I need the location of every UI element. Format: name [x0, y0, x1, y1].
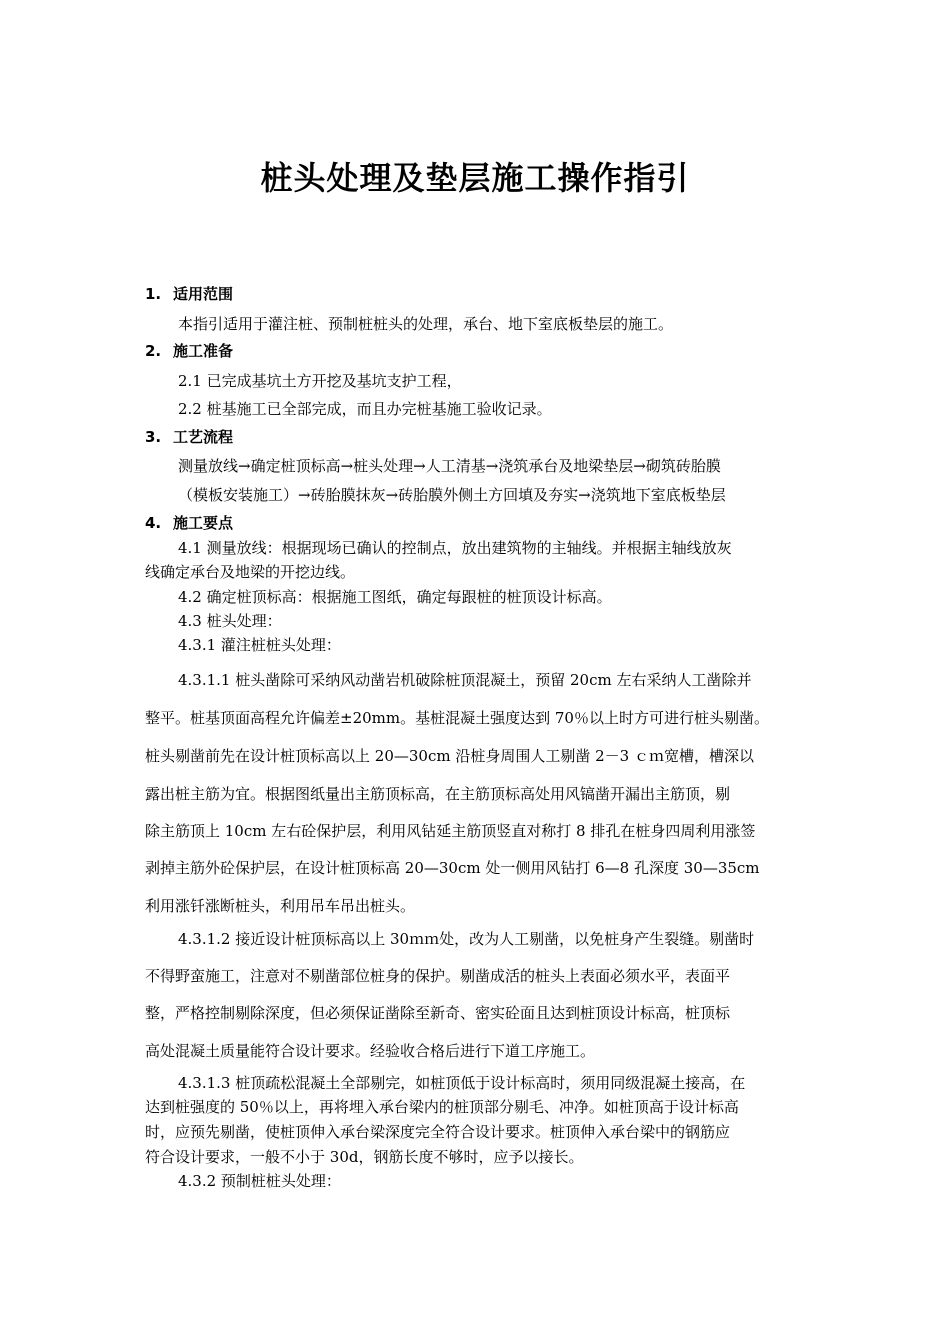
section-heading-4: 4. 施工要点 [145, 514, 234, 532]
paragraph-line: 达到桩强度的 50％以上，再将埋入承台梁内的桩顶部分剔毛、冲净。如桩顶高于设计标高 [145, 1098, 739, 1116]
paragraph-line: 4.3.1.3 桩顶疏松混凝土全部剔完，如桩顶低于设计标高时，须用同级混凝土接高，在 [178, 1074, 746, 1092]
paragraph-line: 4.1 测量放线：根据现场已确认的控制点，放出建筑物的主轴线。并根据主轴线放灰 [178, 539, 732, 557]
paragraph-line: 4.2 确定桩顶标高：根据施工图纸，确定每跟桩的桩顶设计标高。 [178, 588, 612, 606]
paragraph-line: 线确定承台及地梁的开挖边线。 [145, 563, 356, 581]
paragraph-line: 符合设计要求，一般不小于 30d，钢筋长度不够时，应予以接长。 [145, 1148, 584, 1166]
section-heading-3: 3. 工艺流程 [145, 428, 234, 446]
paragraph-line: 不得野蛮施工，注意对不剔凿部位桩身的保护。剔凿成活的桩头上表面必须水平，表面平 [145, 967, 731, 985]
paragraph-line: 4.3.2 预制桩桩头处理： [178, 1172, 341, 1190]
paragraph-line: 2.2 桩基施工已全部完成，而且办完桩基施工验收记录。 [178, 400, 552, 418]
paragraph-line: 除主筋顶上 10cm 左右砼保护层，利用风钻延主筋顶竖直对称打 8 排孔在桩身四周利用涨签 [145, 822, 756, 840]
paragraph-line: 本指引适用于灌注桩、预制桩桩头的处理，承台、地下室底板垫层的施工。 [178, 315, 674, 333]
section-heading-1: 1. 适用范围 [145, 285, 234, 303]
paragraph-line: 4.3.1 灌注桩桩头处理： [178, 636, 341, 654]
paragraph-line: 2.1 已完成基坑土方开挖及基坑支护工程， [178, 372, 462, 390]
paragraph-line: 高处混凝土质量能符合设计要求。经验收合格后进行下道工序施工。 [145, 1042, 596, 1060]
paragraph-line: 桩头剔凿前先在设计桩顶标高以上 20—30cm 沿桩身周围人工剔凿 2－3 ｃｍ宽槽，槽深以 [145, 747, 754, 765]
section-heading-2: 2. 施工准备 [145, 342, 234, 360]
paragraph-line: 整，严格控制剔除深度，但必须保证凿除至新奇、密实砼面且达到桩顶设计标高，桩顶标 [145, 1004, 731, 1022]
paragraph-line: 利用涨钎涨断桩头，利用吊车吊出桩头。 [145, 897, 416, 915]
paragraph-line: 4.3 桩头处理： [178, 612, 282, 630]
paragraph-line: 时，应预先剔凿，使桩顶伸入承台梁深度完全符合设计要求。桩顶伸入承台梁中的钢筋应 [145, 1123, 731, 1141]
paragraph-line: 露出桩主筋为宜。根据图纸量出主筋顶标高，在主筋顶标高处用风镐凿开漏出主筋顶，剔 [145, 785, 731, 803]
paragraph-line: 整平。桩基顶面高程允许偏差±20mm。基桩混凝土强度达到 70％以上时方可进行桩头剔凿。 [145, 709, 769, 727]
paragraph-line: 4.3.1.2 接近设计桩顶标高以上 30ｍｍ处，改为人工剔凿，以免桩身产生裂缝。剔凿时 [178, 930, 755, 948]
paragraph-line: （模板安装施工）→砖胎膜抹灰→砖胎膜外侧土方回填及夯实→浇筑地下室底板垫层 [178, 486, 726, 504]
paragraph-line: 4.3.1.1 桩头凿除可采纳风动凿岩机破除桩顶混凝土，预留 20cm 左右采纳人工凿除并 [178, 671, 752, 689]
paragraph-line: 测量放线→确定桩顶标高→桩头处理→人工清基→浇筑承台及地梁垫层→砌筑砖胎膜 [178, 457, 721, 475]
document-title: 桩头处理及垫层施工操作指引 [260, 159, 690, 197]
paragraph-line: 剥掉主筋外砼保护层，在设计桩顶标高 20—30cm 处一侧用风钻打 6—8 孔深度 30—35cm [145, 859, 760, 877]
